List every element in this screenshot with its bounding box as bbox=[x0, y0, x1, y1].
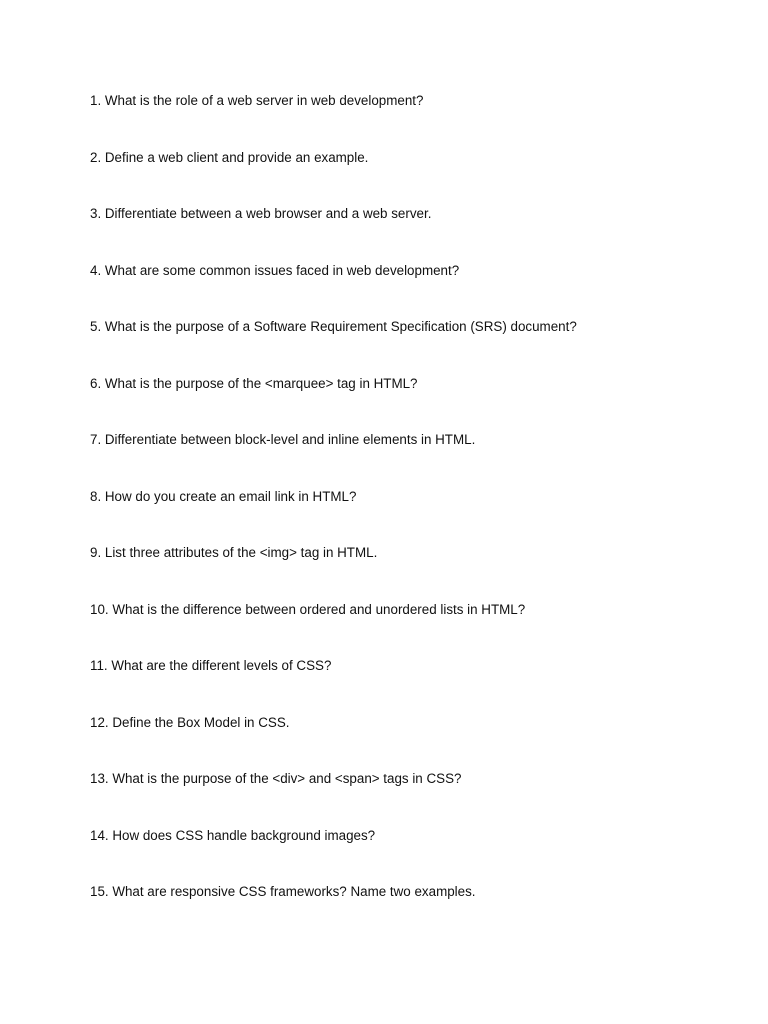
question-3: 3. Differentiate between a web browser and a web server. bbox=[90, 206, 432, 221]
question-13: 13. What is the purpose of the <div> and <span> tags in CSS? bbox=[90, 771, 462, 786]
question-6: 6. What is the purpose of the <marquee> tag in HTML? bbox=[90, 375, 418, 391]
question-2: 2. Define a web client and provide an example. bbox=[90, 149, 369, 165]
question-7: 7. Differentiate between block-level and inline elements in HTML. bbox=[90, 432, 476, 447]
question-14: 14. How does CSS handle background images? bbox=[90, 827, 376, 843]
question-1: 1. What is the role of a web server in web development? bbox=[90, 93, 424, 108]
question-12: 12. Define the Box Model in CSS. bbox=[90, 714, 290, 730]
question-10: 10. What is the difference between ordered and unordered lists in HTML? bbox=[90, 601, 526, 617]
question-8: 8. How do you create an email link in HTML? bbox=[90, 488, 357, 504]
question-list bbox=[90, 92, 730, 940]
question-5: 5. What is the purpose of a Software Requirement Specification (SRS) document? bbox=[90, 319, 577, 334]
question-9: 9. List three attributes of the <img> tag in HTML. bbox=[90, 545, 378, 560]
question-4: 4. What are some common issues faced in web development? bbox=[90, 262, 460, 278]
question-15: 15. What are responsive CSS frameworks? Name two examples. bbox=[90, 884, 476, 899]
question-11: 11. What are the different levels of CSS? bbox=[90, 658, 332, 673]
